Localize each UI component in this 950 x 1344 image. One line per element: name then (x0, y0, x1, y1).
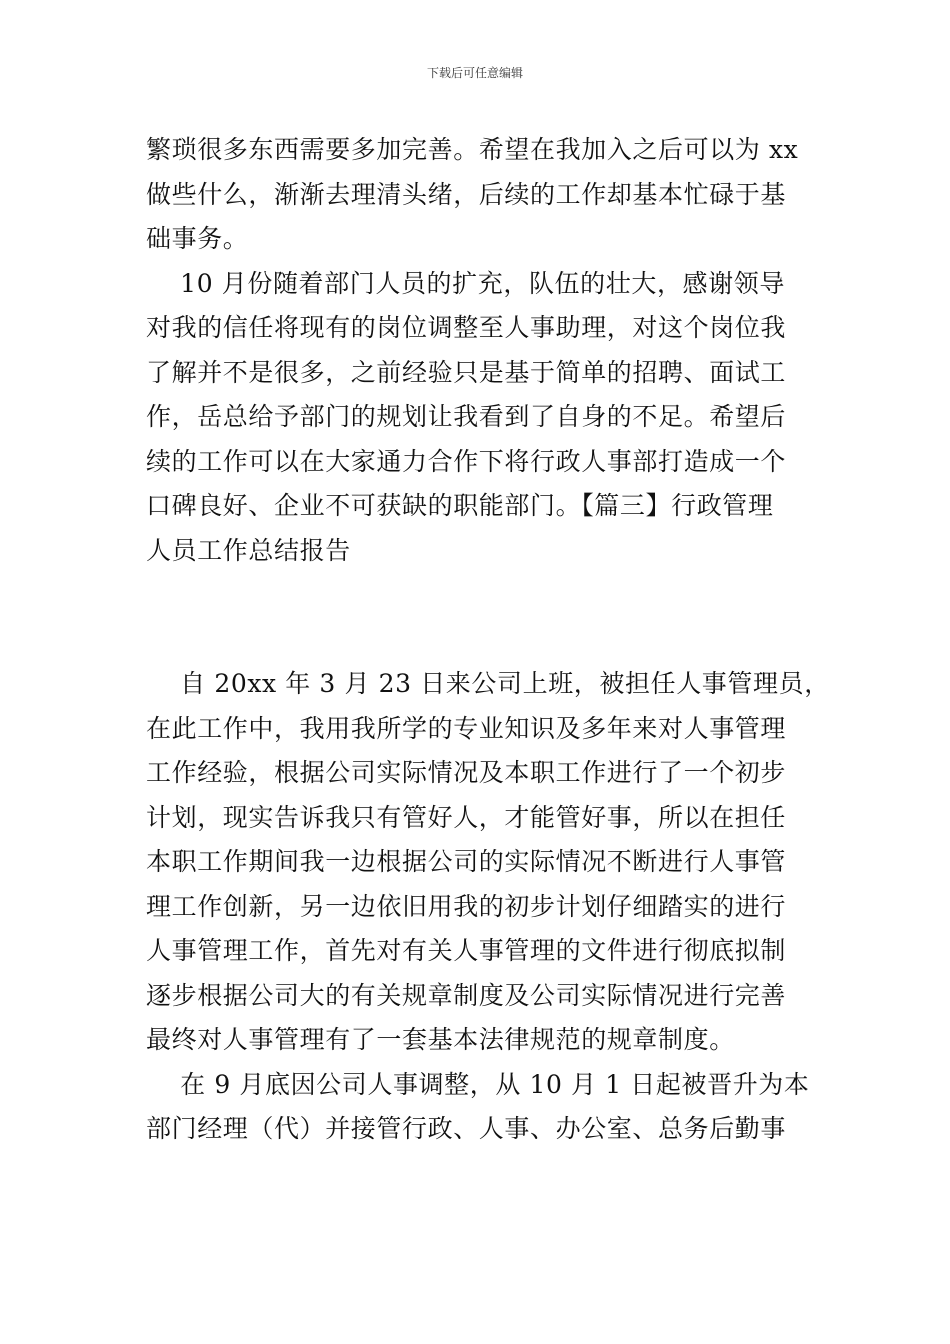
text-line: 本职工作期间我一边根据公司的实际情况不断进行人事管 (146, 847, 787, 876)
text-line: 做些什么，渐渐去理清头绪，后续的工作却基本忙碌于基 (146, 179, 787, 209)
paragraph (146, 128, 811, 262)
text-line: 了解并不是很多，之前经验只是基于简单的招聘、面试工 (146, 357, 787, 387)
page-header: 下载后可任意编辑 (426, 66, 523, 80)
text-line: 在 9 月底因公司人事调整，从 10 月 1 日起被晋升为本 (146, 1069, 810, 1099)
text-line: 口碑良好、企业不可获缺的职能部门。【篇三】行政管理 (146, 491, 774, 520)
text-line: 续的工作可以在大家通力合作下将行政人事部打造成一个 (146, 446, 787, 476)
text-line: 人事管理工作，首先对有关人事管理的文件进行彻底拟制 (146, 936, 787, 965)
text-line: 在此工作中，我用我所学的专业知识及多年来对人事管理 (146, 713, 787, 743)
text-line: 计划，现实告诉我只有管好人，才能管好事，所以在担任 (146, 802, 787, 832)
text-line: 逐步根据公司大的有关规章制度及公司实际情况进行完善 (146, 980, 787, 1010)
text-line: 自 20xx 年 3 月 23 日来公司上班，被担任人事管理员， (146, 669, 830, 698)
text-line: 繁琐很多东西需要多加完善。希望在我加入之后可以为 xx (146, 135, 799, 164)
text-line: 工作经验，根据公司实际情况及本职工作进行了一个初步 (146, 758, 787, 787)
text-line: 理工作创新，另一边依旧用我的初步计划仔细踏实的进行 (146, 891, 787, 921)
paragraph (146, 662, 830, 1063)
text-line: 础事务。 (146, 224, 249, 253)
text-line: 10 月份随着部门人员的扩充，队伍的壮大，感谢领导 (146, 268, 785, 298)
text-line: 作，岳总给予部门的规划让我看到了自身的不足。希望后 (146, 402, 787, 431)
paragraph (146, 262, 811, 574)
document-body (146, 128, 830, 1152)
paragraph (146, 1063, 811, 1152)
text-line: 最终对人事管理有了一套基本法律规范的规章制度。 (146, 1025, 735, 1054)
text-line: 部门经理（代）并接管行政、人事、办公室、总务后勤事 (146, 1114, 787, 1143)
paragraph-spacer (146, 573, 811, 662)
text-line: 人员工作总结报告 (146, 535, 351, 565)
text-line: 对我的信任将现有的岗位调整至人事助理，对这个岗位我 (146, 313, 787, 342)
